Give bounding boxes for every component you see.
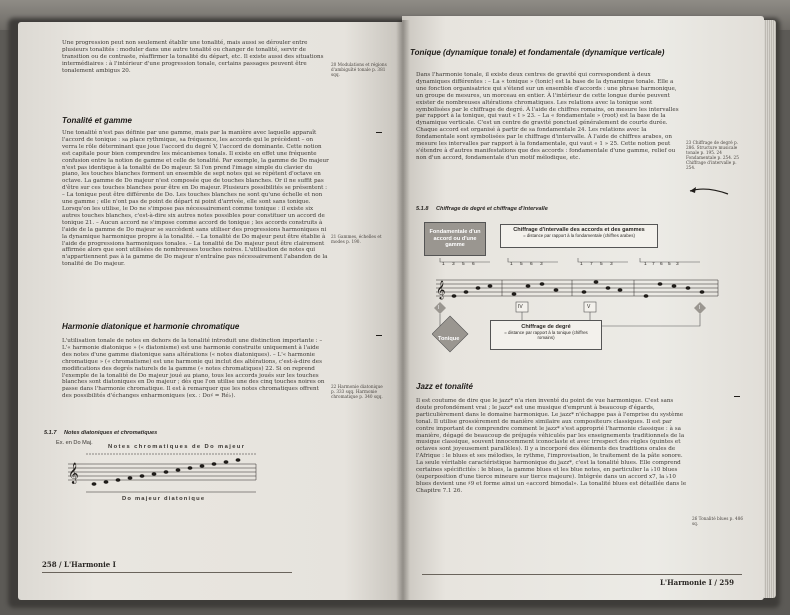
right-page [402, 16, 764, 600]
left-folio-rule [42, 572, 292, 573]
figure-number: 5.1.8 [416, 206, 429, 212]
side-note-26: 26 Tonalité blues p. 486 sq. [692, 516, 744, 526]
interval-group: 1 7 6 5 3 [644, 262, 681, 267]
book-gutter [396, 20, 410, 600]
section-title-harmonie: Harmonie diatonique et harmonie chromatique [62, 322, 240, 331]
side-note-21: 21 Gammes, échelles et modes p. 190. [331, 234, 382, 244]
box-tonique: Tonique [438, 336, 460, 342]
section-body-harmonie: L'utilisation tonale de notes en dehors de la tonalité introduit une distinction importante : – L'« harmonie diatonique » (« diatonisme) est une harmonie construite uniquement à l'aide des notes d'une gamme diatonique sans altérations (« notes diatoniques). – L'« harmonie chromatique » (« chromatisme) est une harmonie qui inclut des altérations, c'est-à-dire des modifications des degrés naturels de la gamme (« notes chromatiques) 22. Si on reprend l'exemple de la tonalité de Do majeur joué au piano, tous les accords joués sur les touches blanches sont diatoniques en Do majeur ; dès que l'on utilise une des cinq touches noires on passe dans l'harmonie chromatique. Il est à remarquer que les notes chromatiques offrent des possibilités d'échanges enharmoniques (ex. : Do♯ = Ré♭). [62, 338, 325, 400]
figure-5-1-7-title [44, 430, 157, 436]
left-page [18, 22, 402, 600]
box-chiffrage-intervalle [500, 224, 658, 248]
figure-title-text: Chiffrage de degré et chiffrage d'intervalle [436, 206, 548, 212]
figure-number: 5.1.7 [44, 430, 57, 436]
section-dash [734, 396, 740, 397]
box-intervalle-sub: = distance par rapport à la fondamentale (chiffres arabes) [523, 233, 635, 238]
left-folio: 258 / L'Harmonie I [42, 560, 116, 569]
page-edges [764, 20, 776, 598]
figure-title-text: Notes diatoniques et chromatiques [64, 430, 158, 436]
box-degre-sub: = distance par rapport à la tonique (chiffres romains) [504, 330, 588, 340]
arrow-icon [686, 184, 730, 198]
left-intro: Une progression peut non seulement établir une tonalité, mais aussi se dérouler entre plusieurs tonalités : moduler dans une autre tonalité ou changer de tonalité, servir de transition ou de contraste, réaffirmer la tonalité du départ, etc. Il existe aussi des situations intermédiaires : à l'intérieur d'une progression tonale, certains passages peuvent être tonalement ambigus 20. [62, 40, 324, 74]
svg-text:𝄞: 𝄞 [68, 463, 79, 484]
right-folio-rule [422, 574, 742, 575]
box-degre-title: Chiffrage de degré [521, 324, 571, 330]
degree-label: V [587, 304, 591, 310]
section-body-jazz: Il est coutume de dire que le jazz* n'a rien inventé du point de vue harmonique. C'est sans doute profondément vrai ; le jazz* est une musique d'emprunt à beaucoup d'égards, particulièrement dans le domaine harmonique. Le jazz* n'échappe pas à l'emprise du système tonal. Il utilise grossièrement de manière similaire aux compositeurs classiques. Il est par contre important de comprendre comment le jazz* s'est approprié l'harmonie classique : à sa manière, dégagé de beaucoup de préjugés véhiculés par les enseignements traditionnels de la musique classique, souvent innocemment iconoclaste et avec irrespect des règles (quintes et octaves sont joyeusement parallèles). Il y a incorporé des éléments des traditions orales de l'Afrique : le blues et ses mélodies, le rythme, l'improvisation, le traitement de la pâte sonore. La seule véritable caractéristique harmonique du jazz*, c'est la tonalité blues. Elle comprend certaines spécificités : le blues, la gamme blues et les blue notes, en particulier la ♭10 blues (superposition d'une tierce mineure sur tierce majeure). Intégrée dans un accord x7, la ♭10 blues devient une ♯9 et forme ainsi un «accord bimodal». La tonalité blues est détaillée dans le Chapitre 7.1 26. [416, 398, 687, 494]
chromatic-notes-label: Notes chromatiques de Do majeur [108, 444, 246, 450]
figure-5-1-7-staff [60, 452, 260, 500]
side-note-22: 22 Harmonie diatonique p. 333 sqq. Harmonie chromatique p. 340 sqq. [331, 384, 383, 399]
right-folio: L'Harmonie I / 259 [660, 578, 734, 587]
interval-group: 1 5 6 3 [510, 262, 546, 267]
svg-text:𝄞: 𝄞 [436, 280, 446, 299]
section-title-tonique: Tonique (dynamique tonale) et fondamentale (dynamique verticale) [410, 48, 665, 57]
figure-subtitle: Ex. en Do Maj. [56, 440, 93, 446]
box-fondamentale-label: Fondamentale d'un accord ou d'une gamme [429, 229, 481, 249]
section-body-tonalite-gamme: Une tonalité n'est pas définie par une gamme, mais par la manière avec laquelle apparaît l'accord de tonique : sa place rythmique, sa fréquence, les accords qui le précèdent – on verra le rôle déterminant que joue l'accord du degré V, l'accord de dominante. Cette notion est capitale pour bien comprendre les mécanismes tonals. Il existe en effet une fréquente confusion entre la notion de gamme et celle de tonalité. Par exemple, la gamme de Do majeur n'est pas identique à la tonalité de Do majeur. Si l'on prend l'image simple du clavier du piano, les touches blanches forment un ensemble de sept notes qui se répètent d'octave en octave. La gamme de Do majeur n'est composée que de touches blanches. Or il ne suffit pas d'être sur ces touches blanches pour être en Do majeur. Plusieurs possibilités se présentent : – La tonique peut être différente de Do. Les touches blanches ne sont qu'une échelle et non une gamme ; elle n'ont pas de point de départ ni point d'arrivée, elle sont sans tonique. Lorsqu'on les utilise, le Do ne s'impose pas nécessairement comme tonique : il existe six autres touches blanches, c'est-à-dire six autres notes possibles pour constituer un accord de tonique 21. – Aucun accord ne s'impose comme accord de tonique ; les accords construits à l'aide de la gamme de Do majeur se succèdent sans utiliser des progressions harmoniques ni la dynamique harmonique propre à la tonalité. – La tonalité de Do majeur peut être établie à l'aide de progressions harmoniques tonales. – La tonalité de Do majeur peut être clairement affirmée alors que sont utilisées de nombreuses touches noires. L'utilisation de notes qui n'appartiennent pas à la gamme de Do majeur n'entraîne pas nécessairement l'abandon de la tonalité de Do majeur. [62, 130, 329, 268]
interval-group: 1 3 5 6 [442, 262, 478, 267]
degree-label: I [438, 305, 440, 311]
section-title-tonalite-gamme: Tonalité et gamme [62, 116, 132, 125]
box-chiffrage-degre [490, 320, 602, 350]
figure-5-1-8-title [416, 206, 548, 212]
side-note-20: 20 Modulations et régions d'ambiguïté tonale p. 381 sqq. [331, 62, 387, 77]
degree-label: IV [518, 304, 523, 310]
side-notes-23-25: 23 Chiffrage de degré p. 286. Structure musicale tonale p. 195. 24 Fondamentale p. 254. 25 Chiffrage d'intervalle p. 254. [686, 140, 739, 170]
diatonic-label: Do majeur diatonique [122, 496, 206, 502]
box-intervalle-title: Chiffrage d'intervalle des accords et des gammes [513, 227, 645, 233]
degree-label: I [699, 305, 701, 311]
section-dash [376, 132, 382, 133]
interval-group: 1 7 5 3 [580, 262, 616, 267]
box-fondamentale [424, 222, 486, 256]
section-dash [376, 335, 382, 336]
section-body-tonique: Dans l'harmonie tonale, il existe deux centres de gravité qui correspondent à deux dynamiques différentes : – La « tonique » (tonic) est la base de la dynamique tonale. Elle a une fonction organisatrice qui s'étend sur un ensemble d'accords : une phrase harmonique, un groupe de mesures, un morceau en entier. À l'intérieur de cette longue durée peuvent exister de nombreuses altérations chromatiques. Les relations avec la tonique sont symbolisées par le chiffrage de degré. À l'aide de chiffres romains, on mesure les intervalles par rapport à la tonique, qui vaut « I » 23. – La « fondamentale » (root) est la base de la dynamique verticale. C'est un centre de gravité ponctuel généralement de courte durée. Chaque accord est organisé à partir de sa fondamentale 24. Les relations avec la fondamentale sont symbolisées par le chiffrage d'intervalle. À l'aide de chiffres arabes, on mesure les intervalles par rapport à la fondamentale, qui vaut « 1 » 25. Cette notion peut s'étendre à d'autres manifestations que des accords : fondamentale d'une gamme, relief ou non d'un accord, fondamentale d'un motif mélodique, etc. [416, 72, 679, 161]
section-title-jazz: Jazz et tonalité [416, 382, 473, 391]
